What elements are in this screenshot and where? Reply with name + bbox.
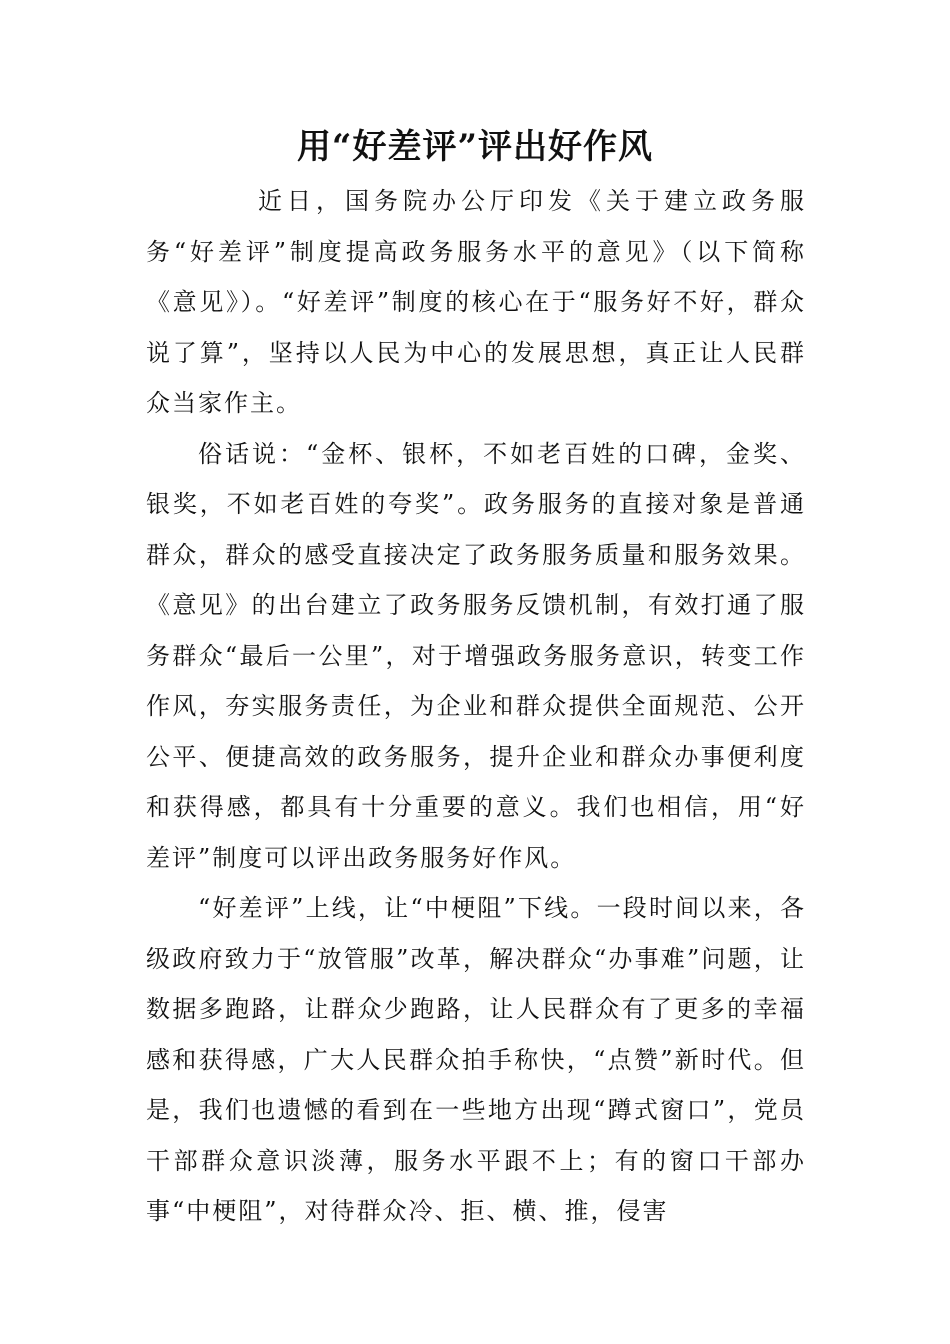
document-title: 用“好差评”评出好作风 xyxy=(296,127,654,167)
paragraph-3: “好差评”上线，让“中梗阻”下线。一段时间以来，各级政府致力于“放管服”改革，解决群众“办事难”问题，让数据多跑路，让群众少跑路，让人民群众有了更多的幸福感和获得感，广大人民群众拍手称快，“点赞”新时代。但是，我们也遗憾的看到在一些地方出现“蹲式窗口”，党员干部群众意识淡薄，服务水平跟不上；有的窗口干部办事“中梗阻”，对待群众冷、拒、横、推，侵害 xyxy=(146,894,806,1225)
document-body xyxy=(146,176,806,1237)
paragraph-2: 俗话说：“金杯、银杯，不如老百姓的口碑，金奖、银奖，不如老百姓的夸奖”。政务服务的直接对象是普通群众，群众的感受直接决定了政务服务质量和服务效果。《意见》的出台建立了政务服务反馈机制，有效打通了服务群众“最后一公里”，对于增强政务服务意识，转变工作作风，夯实服务责任，为企业和群众提供全面规范、公开公平、便捷高效的政务服务，提升企业和群众办事便利度和获得感，都具有十分重要的意义。我们也相信，用“好差评”制度可以评出政务服务好作风。 xyxy=(146,439,806,872)
paragraph-1: 近日，国务院办公厅印发《关于建立政务服务“好差评”制度提高政务服务水平的意见》（以下简称《意见》）。“好差评”制度的核心在于“服务好不好，群众说了算”，坚持以人民为中心的发展思想，真正让人民群众当家作主。 xyxy=(146,187,806,417)
